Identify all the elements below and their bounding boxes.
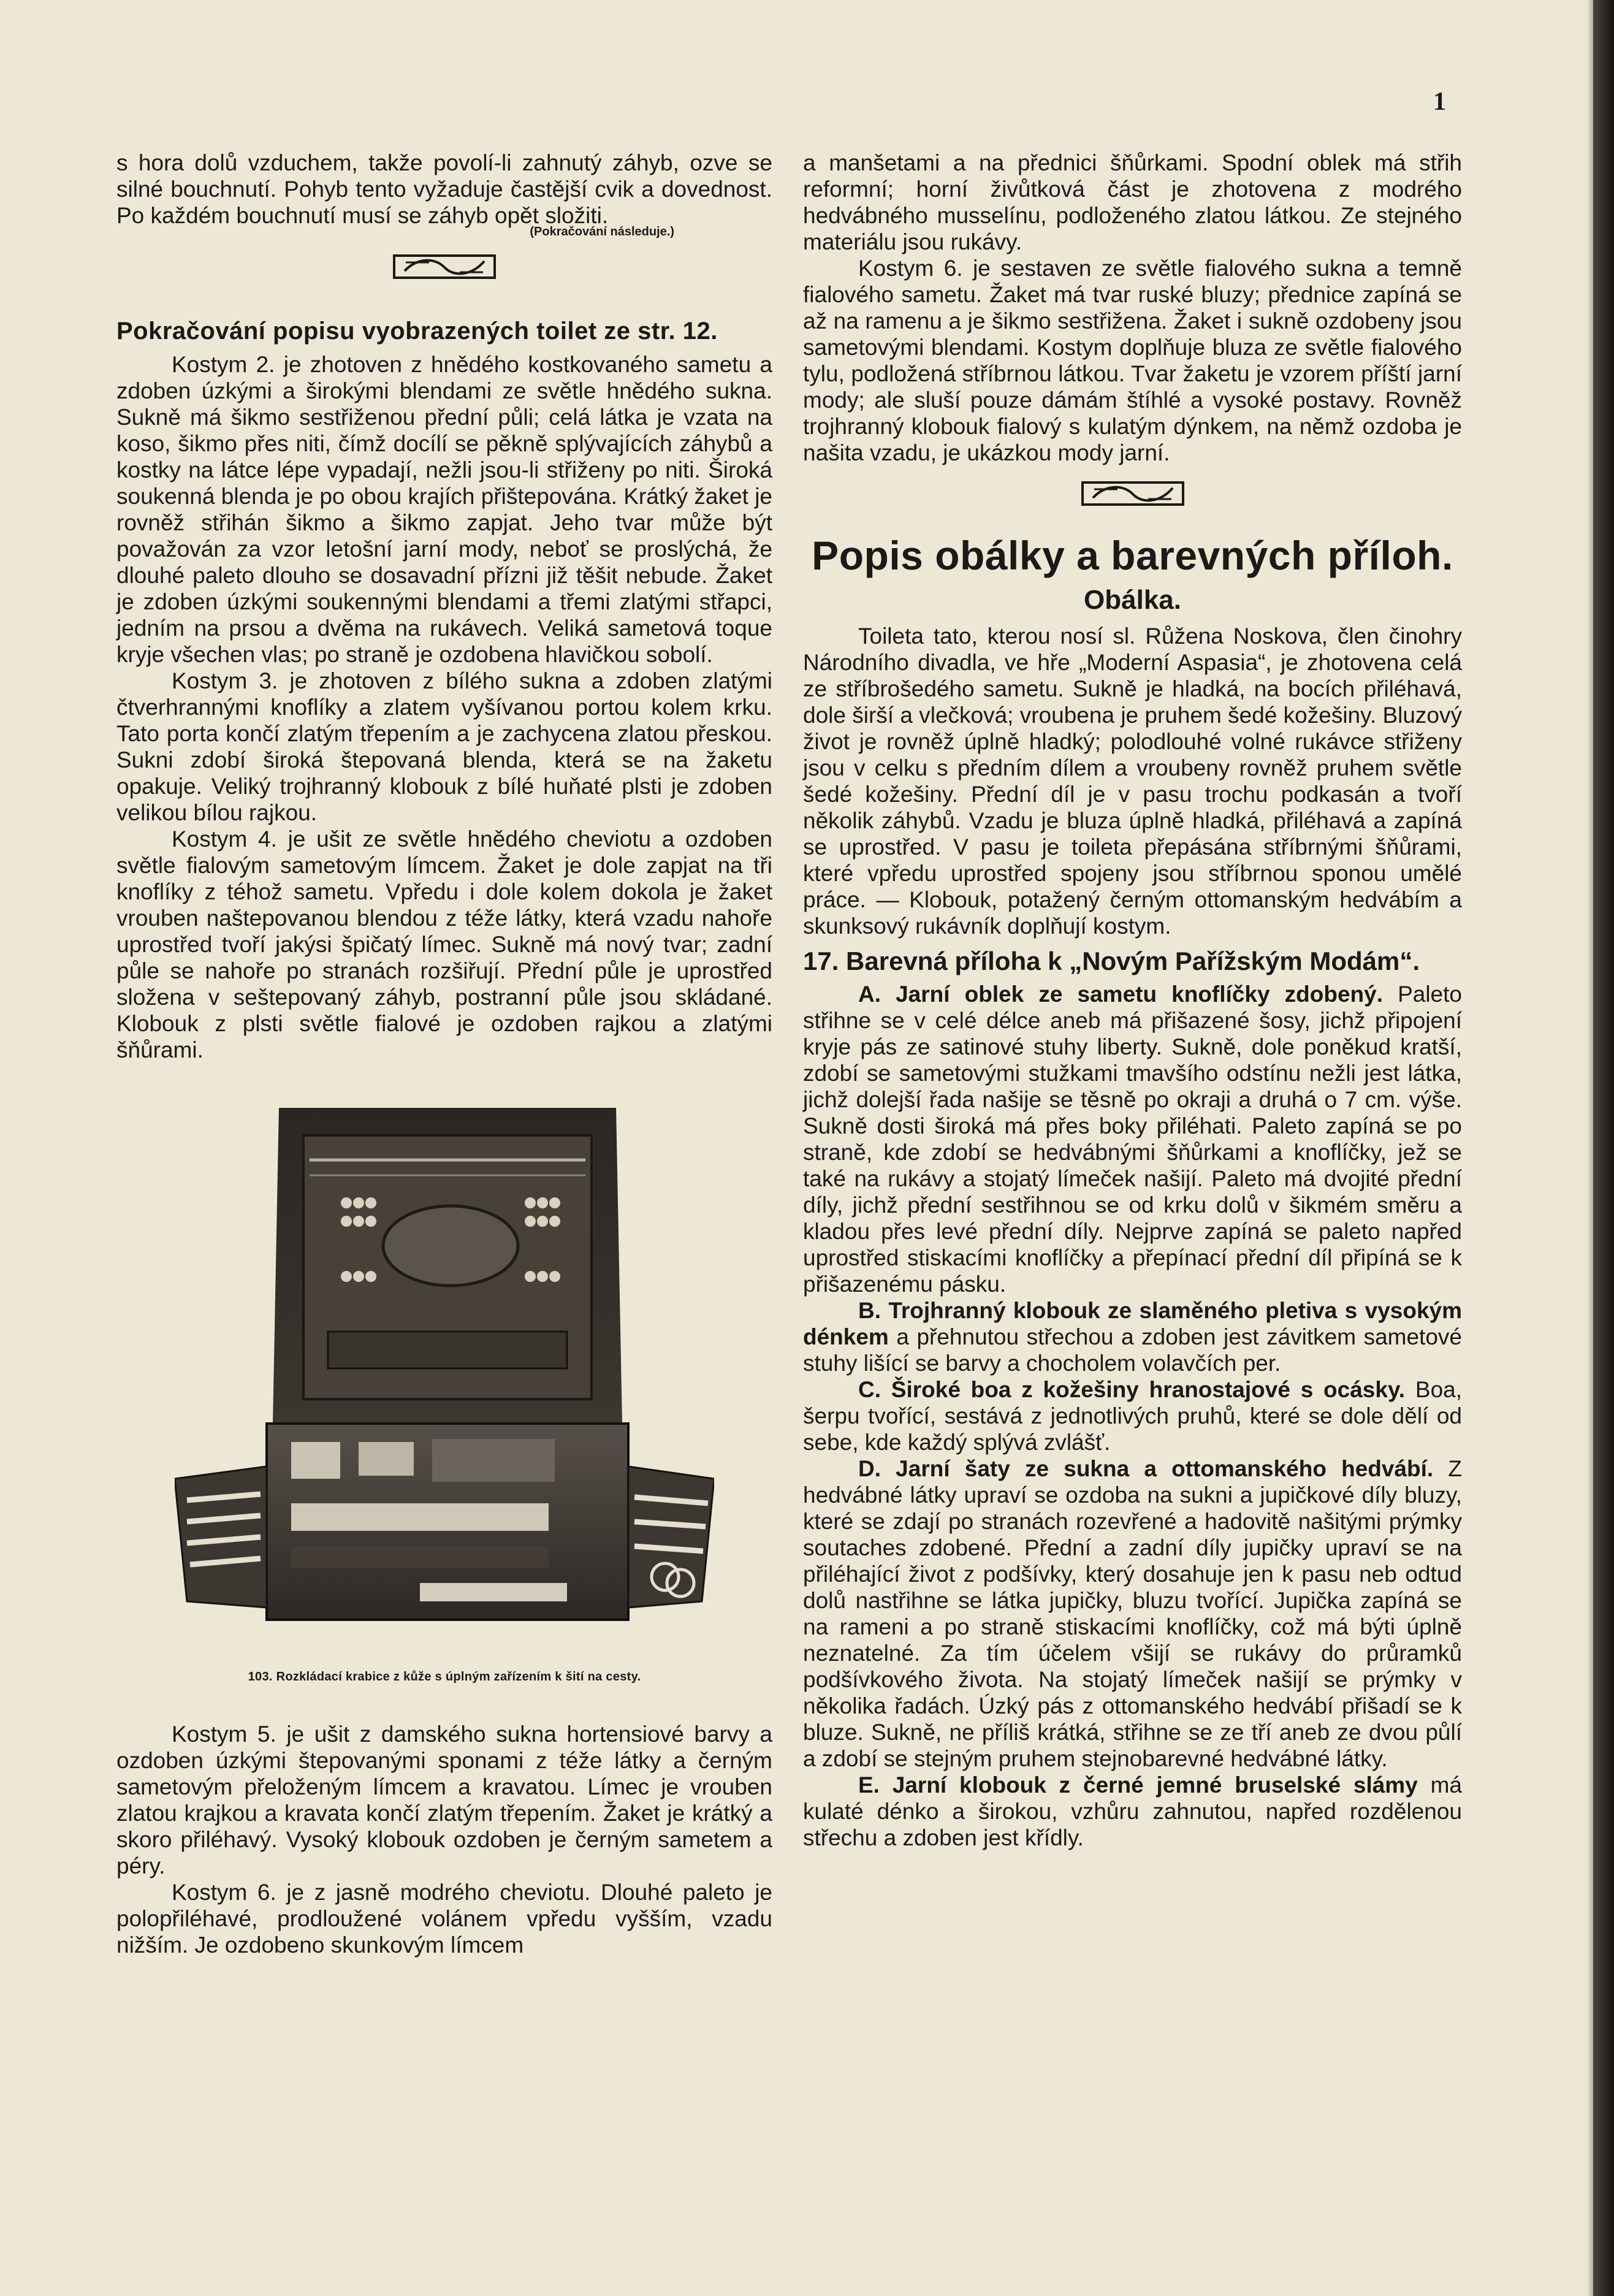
paragraph-kostym-4: Kostym 4. je ušit ze světle hnědého cheviotu a ozdoben světle fialovým sametovým límcem. Žaket je dole zapjat na tři knoflíky z téhož sametu. Vpředu i dole kolem dokola je žaket vrouben naštepovanou blendou z téže látky, která vzadu nahoře uprostřed tvoří jakýsi špičatý límec. Sukně má nový tvar; zadní půle se nahoře po stranách rozšiřují. Přední půle je uprostřed složena v seštepovaný záhyb, postranní půle jsou skládané. Klobouk z plsti světle fialové je ozdoben rajkou a zlatými šňůrami. [116, 826, 772, 1062]
item-a-text: Paleto střihne se v celé délce aneb má přišazené šosy, jichž připojení kryje pás ze satinové stuhy liberty. Sukně, dole poněkud kratší, zdobí se sametovými stužkami tmavšího odstínu nežli jest látka, jichž dolejší řada našije se těsně po okraji a druhá o 7 cm. výše. Sukně dosti široká má přes boky přiléhati. Paleto zapíná se po straně, kde zdobí se hedvábnými šňůrkami a knoflíčky, jež se také na rukávy a stojatý límeček našijí. Paleto má dvojité přední díly, jichž přední sestřihnou se od krku dolů v šikmém směru a kladou přes levé přední díly. Nejprve zapíná se paleto napřed uprostřed stiskacími knoflíčky a přepínací přední díl připíná se k přišazenému pásku. [803, 982, 1462, 1297]
paragraph-kostym-3: Kostym 3. je zhotoven z bílého sukna a zdoben zlatými čtverhrannými knoflíky a zlatem vyšívanou portou kolem krku. Tato porta končí zlatým třepením a je zachycena zlatou přeskou. Sukni zdobí široká štepovaná blenda, která se na žaketu opakuje. Veliký trojhranný klobouk z bílé huňaté plsti je zdoben velikou bílou rajkou. [116, 668, 772, 825]
paragraph-kostym-6-left: Kostym 6. je z jasně modrého cheviotu. Dlouhé paleto je polopřiléhavé, prodloužené volánem vpředu vyšším, vzadu nižším. Je ozdobeno skunkovým límcem [116, 1880, 772, 1958]
intro-paragraph: s hora dolů vzduchem, takže povolí-li zahnutý záhyb, ozve se silné bouchnutí. Pohyb tento vyžaduje častější cvik a dovednost. Po každém bouchnutí musí se záhyb opět složiti. [116, 150, 772, 228]
section-heading: Pokračování popisu vyobrazených toilet ze str. 12. [116, 318, 718, 345]
binding-edge [1593, 0, 1614, 2296]
item-c [803, 1376, 1462, 1455]
figure-sewing-case [116, 1099, 766, 1657]
paragraph-kostym-5: Kostym 5. je ušit z damského sukna hortensiové barvy a ozdoben úzkými štepovanými sponami z téže látky a černým sametovým přeloženým límcem a kravatou. Límec je vrouben zlatou krajkou a kravata končí zlatým třepením. Žaket je krátký a skoro přiléhavý. Vysoký klobouk ozdoben je černým sametem a péry. [116, 1722, 772, 1878]
page-shadow [1587, 0, 1593, 2296]
main-heading: Popis obálky a barevných příloh. [812, 533, 1453, 578]
item-d-text: Z hedvábné látky upraví se ozdoba na sukni a jupičkové díly bluzy, které se zdají po stranách rozevřené a hadovitě našitými prýmky soutaches zdobené. Přední a zadní díly jupičky upraví se na přiléhající život z podšívky, který dosahuje jen k pasu neb odtud dolů nastřihne se látka jupičky, bluzu tvořící. Jupička zapíná se na rameni a po straně stiskacími knoflíčky, což má býti úplně neznatelné. Za tím účelem všijí se rukávy do průramků podšívkového života. Na stojatý límeček našijí se prýmky v několika řadách. Úzký pás z ottomanského hedvábí přišadí se k bluze. Sukně, ne příliš krátká, střihne se ze tří aneb ze dvou půlí a zdobí se stejným pruhem stejnobarevné hedvábné látky. [803, 1456, 1462, 1771]
item-e-title: E. Jarní klobouk z černé jemné bruselské slámy [858, 1772, 1418, 1798]
item-a-title: A. Jarní oblek ze sametu knoflíčky zdobený. [858, 982, 1383, 1007]
sub-heading: Obálka. [1084, 585, 1181, 615]
item-b-text: a přehnutou střechou a zdoben jest závitkem sametové stuhy lišící se barvy a chocholem volavčích per. [803, 1324, 1462, 1376]
item-e [803, 1772, 1462, 1851]
paragraph-obalka: Toileta tato, kterou nosí sl. Růžena Noskova, člen činohry Národního divadla, ve hře „Moderní Aspasia“, je zhotovena celá ze stříbrošedého sametu. Sukně je hladká, na bocích přiléhavá, dole širší a vlečková; vroubena je pruhem šedé kožešiny. Bluzový život je rovněž úplně hladký; polodlouhé volné rukávce střiženy jsou v celku s předním dílem a vroubeny rovněž pruhem světle šedé kožešiny. Přední díl je v pasu trochu podkasán a tvoří několik záhybů. Vzadu je bluza úplně hladká, přiléhavá a zapíná se uprostřed. V pasu je toileta přepásána stříbrnými šňůrami, které vpředu uprostřed spojeny jsou stříbrnou sponou umělé práce. — Klobouk, potažený černým ottomanským hedvábím a skunksový rukávník doplňují kostym. [803, 624, 1462, 939]
item-e-text: má kulaté dénko a širokou, vzhůru zahnutou, napřed rozdělenou střechu a zdoben jest křídly. [803, 1772, 1463, 1850]
sewing-case-illustration [175, 1099, 714, 1657]
supplement-heading: 17. Barevná příloha k „Novým Pařížským Modám“. [803, 947, 1420, 975]
right-column [803, 150, 1462, 1851]
figure-caption: 103. Rozkládací krabice z kůže s úplným zařízením k šití na cesty. [248, 1670, 641, 1684]
item-c-text: Boa, šerpu tvořící, sestává z jednotlivých pruhů, které se dole dělí od sebe, kde každý splývá zvlášť. [803, 1377, 1463, 1455]
item-d-title: D. Jarní šaty ze sukna a ottomanského hedvábí. [858, 1456, 1434, 1481]
continued-note: (Pokračování následuje.) [530, 225, 674, 238]
paragraph-kostym-2: Kostym 2. je zhotoven z hnědého kostkovaného sametu a zdoben úzkými a širokými blendami ze světle hnědého sukna. Sukně má šikmo sestřiženou přední půli; celá látka je vzata na koso, šikmo přes niti, čímž docílí se pěkně splývajících záhybů a kostky na látce lépe vypadají, nežli jsou-li střiženy po niti. Široká soukenná blenda je po obou krajích přištepována. Krátký žaket je rovněž střihán šikmo a šikmo zapjat. Jeho tvar může být považován za vzor letošní jarní mody, neboť se proslýchá, že dlouhé paleto dlouho se dosavadní přízni již těšit nebude. Žaket je zdoben úzkými soukennými blendami a třemi zlatými střapci, jedním na prsou a dvěma na rukávech. Veliká sametová toque kryje všechen vlas; po straně je ozdobena hlavičkou sobolí. [116, 352, 772, 667]
left-column [116, 150, 772, 1958]
item-a [803, 981, 1462, 1297]
item-c-title: C. Široké boa z kožešiny hranostajové s ocásky. [858, 1377, 1406, 1402]
ornament-icon [392, 253, 497, 281]
item-b [803, 1297, 1462, 1376]
ornament-icon [1081, 479, 1185, 508]
page-number: 1 [1433, 88, 1446, 116]
item-b-title: B. Trojhranný klobouk ze slaměného pletiva s vysokým dénkem [803, 1298, 1462, 1349]
paragraph-kostym-6-right: Kostym 6. je sestaven ze světle fialového sukna a temně fialového sametu. Žaket má tvar ruské bluzy; přednice zapíná se až na ramenu a je šikmo sestřižena. Žaket i sukně ozdobeny jsou sametovými blendami. Kostym doplňuje bluza ze světle fialového tylu, podložená stříbrnou látkou. Tvar žaketu je vzorem příští jarní mody; ale sluší pouze dámám štíhlé a vysoké postavy. Rovněž trojhranný klobouk fialový s kulatým dýnkem, na němž ozdoba je našita vzadu, je ukázkou mody jarní. [803, 256, 1462, 465]
item-d [803, 1455, 1462, 1772]
paragraph-continued: a manšetami a na přednici šňůrkami. Spodní oblek má střih reformní; horní živůtková část je zhotovena z modrého hedvábného musselínu, podloženého zlatou látkou. Ze stejného materiálu jsou rukávy. [803, 150, 1462, 254]
